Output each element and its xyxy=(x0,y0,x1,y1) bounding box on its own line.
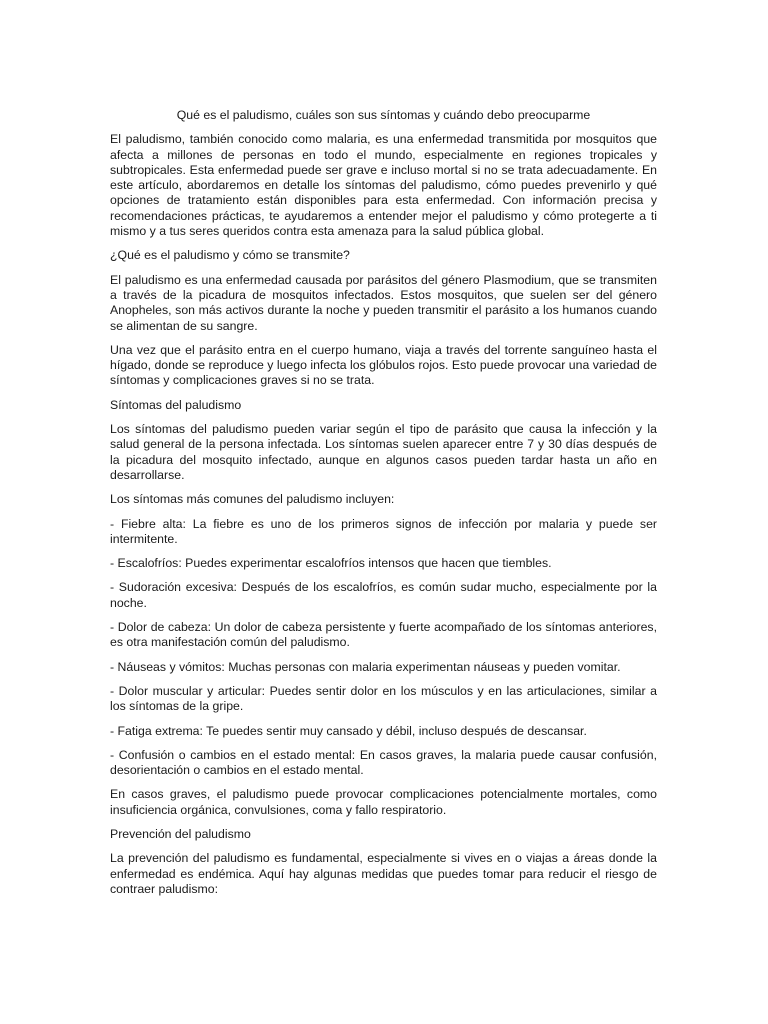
paragraph-transmission: El paludismo es una enfermedad causada por parásitos del género Plasmodium, que se transmiten a través de la picadura de mosquitos infectados. Estos mosquitos, que suelen ser del género Anopheles, son más activos durante la noche y pueden transmitir el parásito a los humanos cuando se alimentan de su sangre. xyxy=(110,272,657,333)
list-item-sweating: - Sudoración excesiva: Después de los escalofríos, es común sudar mucho, especialmente por la noche. xyxy=(110,580,657,610)
section-heading-symptoms: Síntomas del paludismo xyxy=(110,397,242,412)
document-title: Qué es el paludismo, cuáles son sus síntomas y cuándo debo preocuparme xyxy=(176,108,591,122)
paragraph-symptoms: Los síntomas del paludismo pueden variar según el tipo de parásito que causa la infección y la salud general de la persona infectada. Los síntomas suelen aparecer entre 7 y 30 días después de la picadura del mosquito infectado, aunque en algunos casos pueden tardar hasta un año en desarrollarse. xyxy=(110,422,657,482)
list-item-fever: - Fiebre alta: La fiebre es uno de los primeros signos de infección por malaria y puede ser intermitente. xyxy=(110,516,657,546)
list-item-chills: - Escalofríos: Puedes experimentar escalofríos intensos que hacen que tiembles. xyxy=(110,556,552,571)
paragraph-prevention: La prevención del paludismo es fundamental, especialmente si vives en o viajas a áreas donde la enfermedad es endémica. Aquí hay algunas medidas que puedes tomar para reducir el riesgo de contraer paludismo: xyxy=(110,851,657,896)
paragraph-complications: En casos graves, el paludismo puede provocar complicaciones potencialmente mortales, como insuficiencia orgánica, convulsiones, coma y fallo respiratorio. xyxy=(110,787,657,817)
section-heading-prevention: Prevención del paludismo xyxy=(110,826,251,841)
list-item-confusion: - Confusión o cambios en el estado mental: En casos graves, la malaria puede causar confusión, desorientación o cambios en el estado mental. xyxy=(110,747,657,778)
list-item-fatigue: - Fatiga extrema: Te puedes sentir muy cansado y débil, incluso después de descansar. xyxy=(110,723,587,738)
list-item-nausea: - Náuseas y vómitos: Muchas personas con malaria experimentan náuseas y pueden vomitar. xyxy=(110,659,621,674)
list-item-headache: - Dolor de cabeza: Un dolor de cabeza persistente y fuerte acompañado de los síntomas anteriores, es otra manifestación común del paludismo. xyxy=(110,620,657,650)
paragraph-intro: El paludismo, también conocido como malaria, es una enfermedad transmitida por mosquitos que afecta a millones de personas en todo el mundo, especialmente en regiones tropicales y subtropicales. Esta enfermedad puede ser grave e incluso mortal si no se trata adecuadamente. En este artículo, abordaremos en detalle los síntomas del paludismo, cómo puedes prevenirlo y qué opciones de tratamiento están disponibles para esta enfermedad. Con información precisa y recomendaciones prácticas, te ayudaremos a entender mejor el paludismo y cómo protegerte a ti mismo y a tus seres queridos contra esta amenaza para la salud pública global. xyxy=(110,132,657,239)
document-page xyxy=(110,108,657,906)
symptoms-list-intro: Los síntomas más comunes del paludismo incluyen: xyxy=(110,492,395,507)
list-item-muscle-pain: - Dolor muscular y articular: Puedes sentir dolor en los músculos y en las articulaciones, similar a los síntomas de la gripe. xyxy=(110,683,657,714)
section-heading-transmission: ¿Qué es el paludismo y cómo se transmite? xyxy=(110,248,350,263)
paragraph-parasite-cycle: Una vez que el parásito entra en el cuerpo humano, viaja a través del torrente sanguíneo hasta el hígado, donde se reproduce y luego infecta los glóbulos rojos. Esto puede provocar una variedad de síntomas y complicaciones graves si no se trata. xyxy=(110,342,657,388)
